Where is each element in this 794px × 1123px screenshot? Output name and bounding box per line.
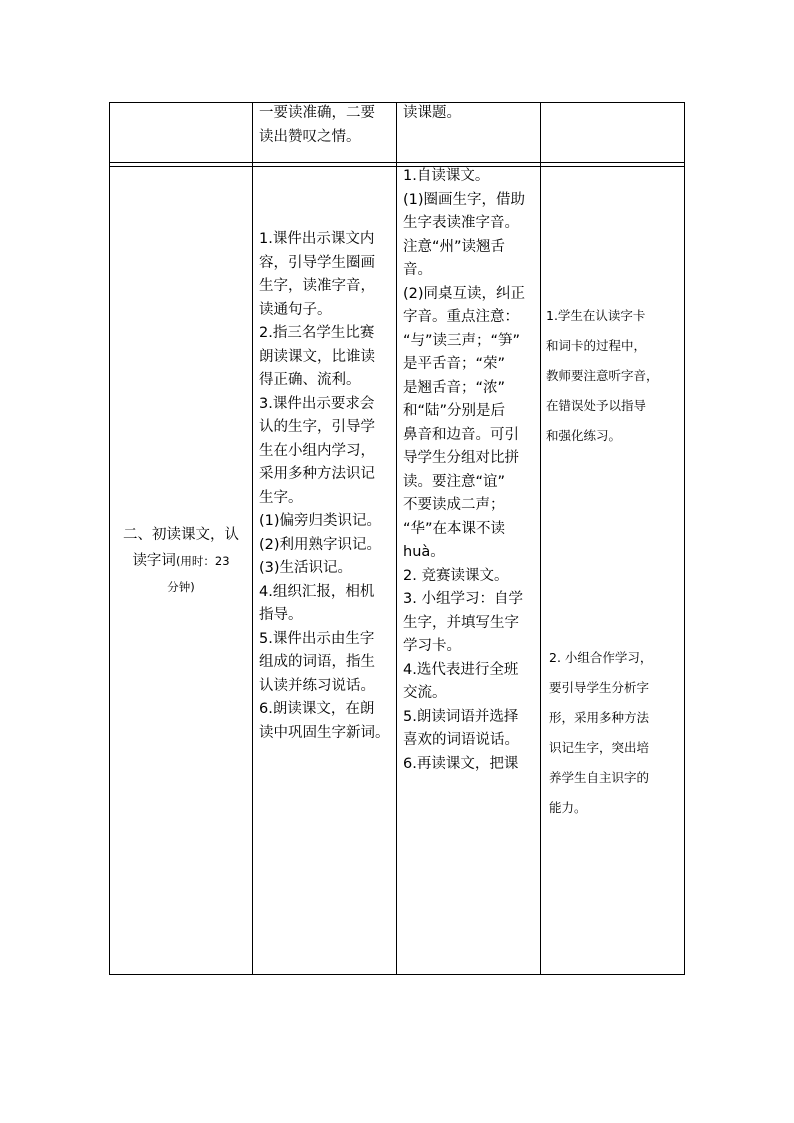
section-time-label: (用时：23 bbox=[175, 554, 230, 568]
text-line: 和词卡的过程中， bbox=[546, 338, 647, 353]
text-line: 在错误处予以指导 bbox=[546, 398, 647, 413]
text-line: 注意“州”读翘舌 bbox=[403, 238, 506, 255]
text-line: 生字。 bbox=[259, 489, 303, 506]
text-line: 读出赞叹之情。 bbox=[259, 128, 361, 145]
row1-student-activity bbox=[403, 102, 539, 126]
text-line: 得正确、流利。 bbox=[259, 372, 361, 388]
section-title-line: 二、初读课文，认 bbox=[123, 527, 239, 543]
text-line: 5.朗读词语并选择 bbox=[403, 708, 519, 725]
text-line: (3)生活识记。 bbox=[259, 560, 353, 576]
row2-teacher-activity bbox=[259, 228, 395, 745]
text-line: 是平舌音；“荣” bbox=[403, 356, 506, 372]
text-line: 喜欢的词语说话。 bbox=[403, 732, 519, 748]
text-line: 音。 bbox=[403, 262, 432, 278]
column-divider bbox=[252, 102, 253, 975]
text-line: 采用多种方法识记 bbox=[259, 466, 375, 482]
text-line: huà。 bbox=[403, 544, 445, 560]
text-line: 形，采用多种方法 bbox=[549, 710, 650, 725]
table-border-right bbox=[684, 102, 685, 975]
design-note-1 bbox=[546, 301, 684, 451]
text-line: (1)偏旁归类识记。 bbox=[259, 513, 382, 529]
text-line: 朗读课文，比谁读 bbox=[259, 348, 375, 365]
text-line: 4.组织汇报，相机 bbox=[259, 583, 375, 600]
design-note-2 bbox=[549, 643, 684, 823]
text-line: 是翘舌音；“浓” bbox=[403, 379, 506, 396]
column-divider bbox=[540, 102, 541, 975]
text-line: 6.再读课文，把课 bbox=[403, 755, 519, 772]
text-line: 1.课件出示课文内 bbox=[259, 231, 375, 247]
text-line: 2.指三名学生比赛 bbox=[259, 325, 375, 341]
text-line: 学习卡。 bbox=[403, 638, 461, 654]
text-line: “与”读三声；“笋” bbox=[403, 332, 521, 349]
text-line: 读通句子。 bbox=[259, 301, 332, 318]
table-border-top bbox=[109, 102, 685, 103]
text-line: 不要读成二声； bbox=[403, 497, 505, 513]
text-line: 3. 小组学习：自学 bbox=[403, 591, 523, 607]
text-line: 生字表读准字音。 bbox=[403, 215, 519, 231]
text-line: “华”在本课不读 bbox=[403, 520, 506, 537]
text-line: 1.自读课文。 bbox=[403, 168, 490, 184]
table-border-left bbox=[109, 102, 110, 975]
text-line: 和强化练习。 bbox=[546, 428, 622, 443]
text-line: 认读并练习说话。 bbox=[259, 677, 375, 694]
text-line: 生字，读准字音， bbox=[259, 278, 375, 294]
text-line: 读中巩固生字新词。 bbox=[259, 724, 390, 741]
text-line: 2. 小组合作学习， bbox=[549, 650, 653, 665]
row-divider bbox=[109, 162, 685, 163]
section-time-label: 分钟) bbox=[167, 580, 195, 594]
lesson-plan-table bbox=[109, 102, 685, 975]
text-line: 5.课件出示由生字 bbox=[259, 630, 375, 647]
text-line: 读课题。 bbox=[403, 105, 461, 121]
text-line: 养学生自主识字的 bbox=[549, 770, 650, 785]
text-line: 指导。 bbox=[259, 607, 303, 623]
row2-student-activity bbox=[403, 165, 539, 776]
text-line: 一要读准确，二要 bbox=[259, 105, 375, 121]
text-line: 读。要注意“谊” bbox=[403, 473, 506, 490]
text-line: 2. 竞赛读课文。 bbox=[403, 567, 509, 584]
row1-teacher-activity bbox=[259, 102, 395, 149]
text-line: 交流。 bbox=[403, 685, 447, 701]
text-line: 生在小组内学习， bbox=[259, 442, 375, 459]
text-line: 组成的词语，指生 bbox=[259, 654, 375, 670]
text-line: 导学生分组对比拼 bbox=[403, 450, 519, 466]
text-line: 4.选代表进行全班 bbox=[403, 661, 519, 678]
text-line: (2)利用熟字识记。 bbox=[259, 536, 382, 553]
text-line: (1)圈画生字，借助 bbox=[403, 191, 526, 208]
text-line: 和“陆”分别是后 bbox=[403, 403, 506, 419]
text-line: 识记生字，突出培 bbox=[549, 740, 650, 755]
column-divider bbox=[396, 102, 397, 975]
table-border-bottom bbox=[109, 974, 685, 975]
text-line: 鼻音和边音。可引 bbox=[403, 426, 519, 443]
text-line: 字音。重点注意： bbox=[403, 309, 519, 325]
text-line: 能力。 bbox=[549, 800, 587, 815]
text-line: 容，引导学生圈画 bbox=[259, 254, 375, 271]
text-line: 生字，并填写生字 bbox=[403, 614, 519, 631]
text-line: 要引导学生分析字 bbox=[549, 680, 650, 695]
section-title bbox=[111, 522, 251, 600]
text-line: 1.学生在认读字卡 bbox=[546, 308, 646, 323]
text-line: 6.朗读课文，在朗 bbox=[259, 701, 375, 717]
text-line: 教师要注意听字音， bbox=[546, 368, 659, 383]
row-divider bbox=[109, 166, 685, 167]
text-line: 3.课件出示要求会 bbox=[259, 395, 375, 412]
text-line: (2)同桌互读，纠正 bbox=[403, 285, 526, 302]
text-line: 认的生字，引导学 bbox=[259, 419, 375, 435]
section-title-line: 读字词(用时：23 bbox=[132, 553, 230, 569]
